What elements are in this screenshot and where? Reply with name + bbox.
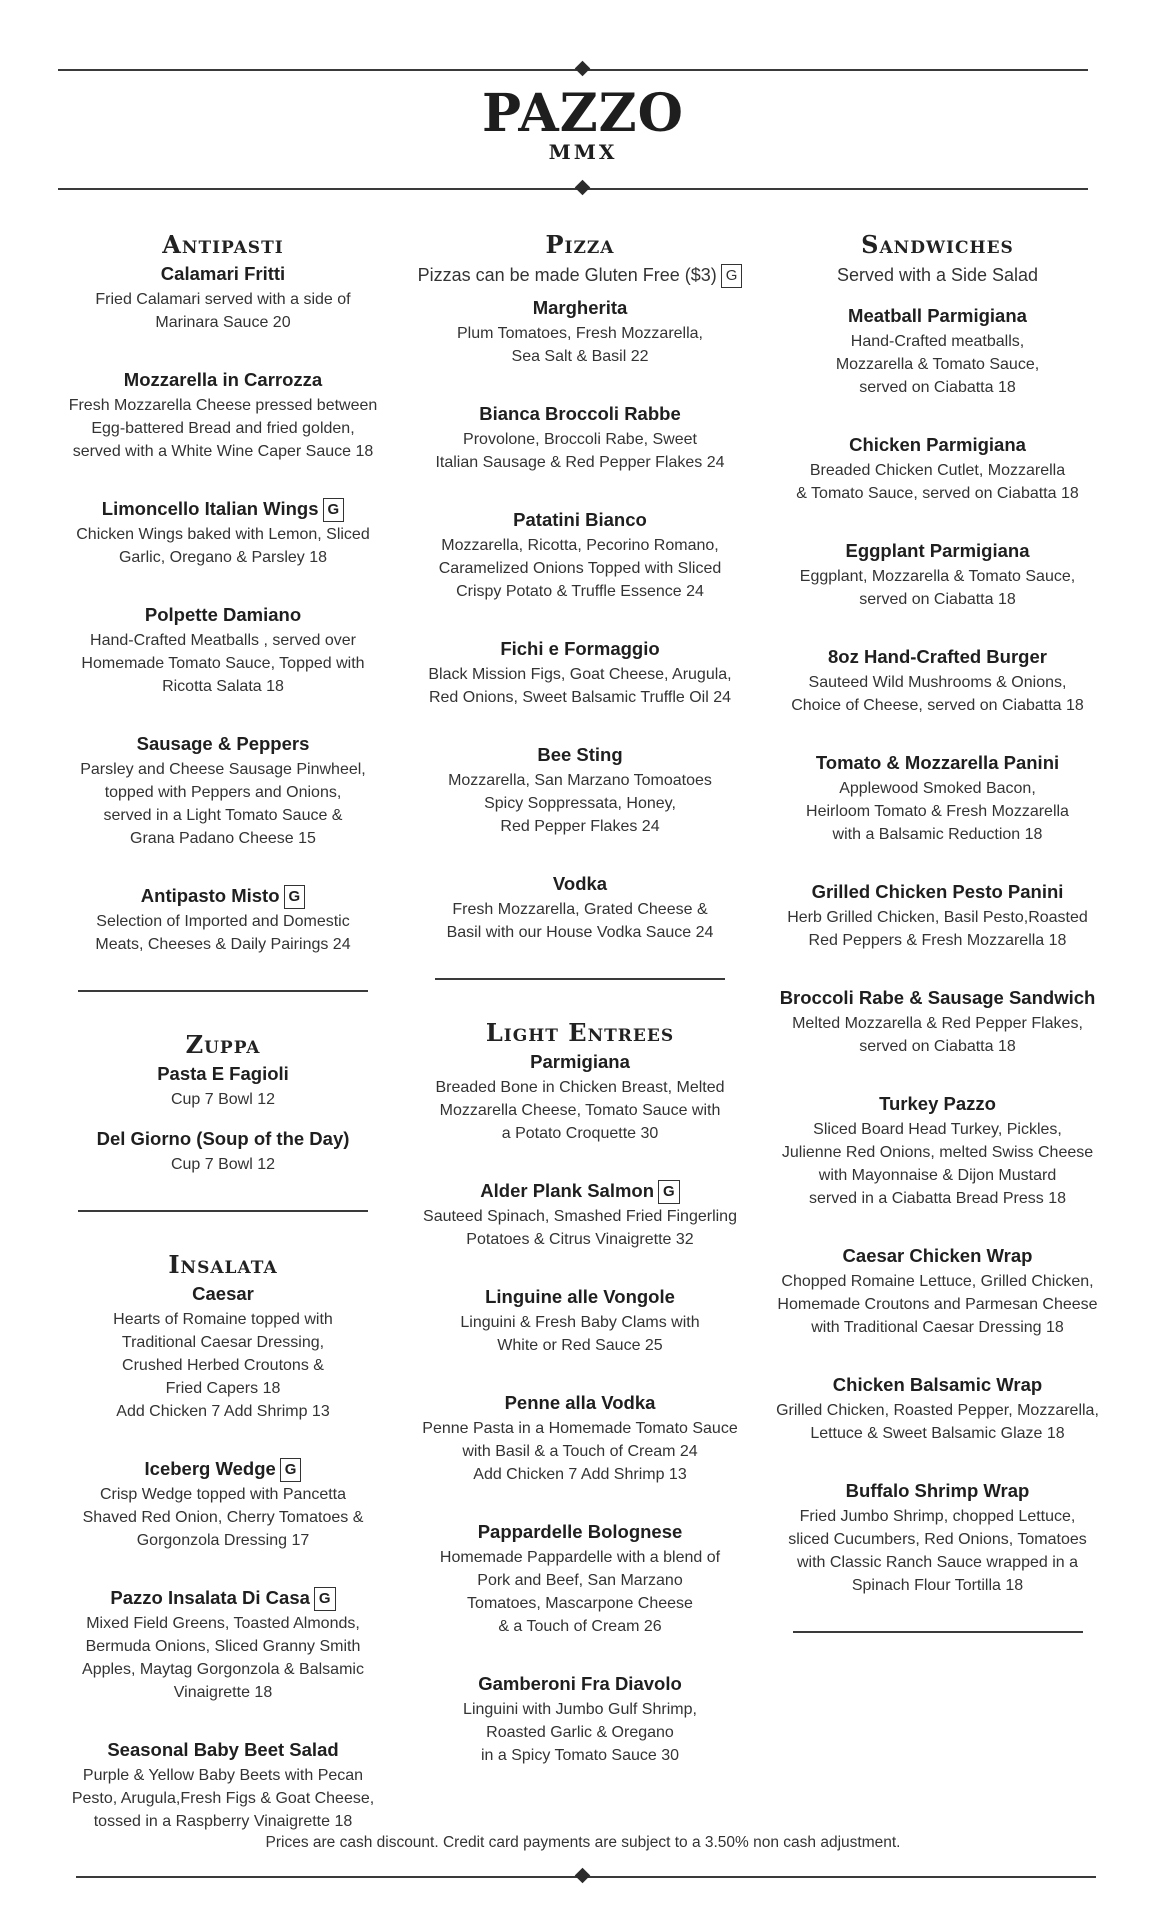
footer-diamond-icon: [575, 1868, 591, 1884]
menu-item: [760, 1242, 1115, 1339]
item-name: Patatini Bianco: [513, 509, 647, 531]
menu-item: [48, 1280, 398, 1423]
side-salad-note: Served with a Side Salad: [836, 265, 1039, 285]
menu-item: [48, 1060, 398, 1111]
item-name: Linguine alle Vongole: [485, 1286, 675, 1308]
item-name: Buffalo Shrimp Wrap: [845, 1480, 1030, 1501]
section-divider: [78, 990, 368, 992]
item-name: Alder Plank Salmon: [480, 1180, 655, 1202]
item-description: Selection of Imported and Domestic Meats, Cheeses & Daily Pairings 24: [95, 913, 351, 953]
header-top-diamond-icon: [575, 61, 591, 77]
item-name: Limoncello Italian Wings: [101, 498, 319, 519]
item-description: Cup 7 Bowl 12: [170, 1091, 276, 1108]
section-divider: [793, 1631, 1083, 1633]
header-bottom-diamond-icon: [575, 180, 591, 196]
menu-item: [48, 1584, 398, 1704]
middle-column: [405, 230, 755, 1767]
menu-item: [760, 431, 1115, 505]
item-description: Purple & Yellow Baby Beets with Pecan Pesto, Arugula,Fresh Figs & Goat Cheese, tossed in a Raspberry Vinaigrette 18: [71, 1767, 375, 1830]
item-name: Seasonal Baby Beet Salad: [107, 1739, 339, 1760]
item-name: Turkey Pazzo: [879, 1093, 996, 1114]
menu-item: [760, 643, 1115, 717]
item-description: Eggplant, Mozzarella & Tomato Sauce, served on Ciabatta 18: [799, 568, 1076, 608]
item-description: Homemade Pappardelle with a blend of Pork and Beef, San Marzano Tomatoes, Mascarpone Cheese & a Touch of Cream 26: [439, 1549, 721, 1636]
item-description: Hand-Crafted meatballs, Mozzarella & Tomato Sauce, served on Ciabatta 18: [835, 333, 1040, 396]
header-top-rule: [58, 69, 1088, 71]
item-name: Caesar: [192, 1283, 254, 1304]
menu-item: [48, 601, 398, 698]
menu-item: [48, 730, 398, 850]
gluten-free-note: Pizzas can be made Gluten Free ($3): [417, 265, 717, 285]
item-name: Vodka: [552, 873, 608, 895]
item-description: Applewood Smoked Bacon, Heirloom Tomato & Fresh Mozzarella with a Balsamic Reduction 18: [806, 780, 1069, 843]
item-description: Penne Pasta in a Homemade Tomato Sauce with Basil & a Touch of Cream 24 Add Chicken 7 Add Shrimp 13: [422, 1420, 738, 1484]
item-name: Meatball Parmigiana: [848, 305, 1027, 326]
item-name: Bee Sting: [537, 744, 623, 766]
item-description: Chopped Romaine Lettuce, Grilled Chicken, Homemade Croutons and Parmesan Cheese with Traditional Caesar Dressing 18: [777, 1273, 1098, 1336]
menu-item: [405, 1670, 755, 1767]
item-name: Margherita: [532, 297, 628, 319]
item-name: Antipasto Misto: [140, 885, 280, 906]
gluten-free-badge: G: [721, 264, 743, 288]
menu-item: [760, 749, 1115, 846]
item-description: Breaded Bone in Chicken Breast, Melted Mozzarella Cheese, Tomato Sauce with a Potato Croquette 30: [435, 1079, 725, 1143]
item-name: Tomato & Mozzarella Panini: [815, 752, 1060, 773]
item-name: Chicken Parmigiana: [849, 434, 1026, 455]
menu-item: [405, 294, 755, 368]
item-name: Grilled Chicken Pesto Panini: [811, 881, 1064, 902]
menu-item: [48, 366, 398, 463]
item-name: Fichi e Formaggio: [500, 638, 660, 660]
item-description: Herb Grilled Chicken, Basil Pesto,Roasted Red Peppers & Fresh Mozzarella 18: [787, 909, 1088, 949]
section-divider: [435, 978, 725, 980]
item-name: Iceberg Wedge: [144, 1458, 276, 1479]
left-column: [48, 230, 398, 1833]
item-description: Hand-Crafted Meatballs , served over Homemade Tomato Sauce, Topped with Ricotta Salata 18: [81, 632, 365, 695]
item-description: Fresh Mozzarella, Grated Cheese & Basil with our House Vodka Sauce 24: [446, 901, 714, 942]
item-name: Pasta E Fagioli: [157, 1063, 289, 1084]
header-bottom-rule: [58, 188, 1088, 190]
item-name: Eggplant Parmigiana: [845, 540, 1030, 561]
item-description: Melted Mozzarella & Red Pepper Flakes, served on Ciabatta 18: [792, 1015, 1083, 1055]
footer-disclaimer: Prices are cash discount. Credit card payments are subject to a 3.50% non cash adjustment.: [265, 1834, 901, 1851]
menu-item: [405, 400, 755, 474]
item-description: Mozzarella, San Marzano Tomoatoes Spicy Soppressata, Honey, Red Pepper Flakes 24: [448, 772, 712, 836]
item-name: Del Giorno (Soup of the Day): [96, 1128, 350, 1149]
item-description: Linguini & Fresh Baby Clams with White or Red Sauce 25: [460, 1314, 700, 1355]
menu-item: [405, 506, 755, 603]
item-name: Polpette Damiano: [144, 604, 302, 625]
item-description: Grilled Chicken, Roasted Pepper, Mozzarella, Lettuce & Sweet Balsamic Glaze 18: [776, 1402, 1099, 1442]
menu-item: [760, 984, 1115, 1058]
item-name: Pazzo Insalata Di Casa: [110, 1587, 310, 1608]
gluten-free-badge: G: [658, 1180, 680, 1204]
item-description: Fresh Mozzarella Cheese pressed between Egg-battered Bread and fried golden, served with a White Wine Caper Sauce 18: [68, 397, 378, 460]
item-description: Crisp Wedge topped with Pancetta Shaved Red Onion, Cherry Tomatoes & Gorgonzola Dressing 17: [82, 1486, 364, 1549]
item-name: Chicken Balsamic Wrap: [832, 1374, 1043, 1395]
gluten-free-badge: G: [284, 885, 306, 909]
item-description: Plum Tomatoes, Fresh Mozzarella, Sea Salt & Basil 22: [456, 325, 703, 366]
section-title-zuppa: Zuppa: [185, 1030, 261, 1059]
section-title-light-entrees: Light Entrees: [485, 1018, 675, 1048]
gluten-free-badge: G: [280, 1458, 302, 1482]
gluten-free-badge: G: [314, 1587, 336, 1611]
item-name: Broccoli Rabe & Sausage Sandwich: [779, 987, 1096, 1008]
item-description: Parsley and Cheese Sausage Pinwheel, topped with Peppers and Onions, served in a Light Tomato Sauce & Grana Padano Cheese 15: [80, 761, 366, 847]
menu-item: [760, 1371, 1115, 1445]
item-description: Breaded Chicken Cutlet, Mozzarella & Tomato Sauce, served on Ciabatta 18: [796, 462, 1079, 502]
menu-item: [760, 302, 1115, 399]
menu-item: [405, 1389, 755, 1486]
gluten-free-badge: G: [323, 498, 345, 522]
item-description: Chicken Wings baked with Lemon, Sliced Garlic, Oregano & Parsley 18: [76, 526, 370, 566]
item-description: Sauteed Wild Mushrooms & Onions, Choice of Cheese, served on Ciabatta 18: [791, 674, 1084, 714]
menu-item: [405, 741, 755, 838]
restaurant-name: PAZZO: [482, 83, 684, 144]
menu-item: [760, 1477, 1115, 1597]
section-title-pizza: Pizza: [545, 230, 615, 259]
item-description: Fried Calamari served with a side of Marinara Sauce 20: [95, 291, 351, 331]
menu-item: [760, 1090, 1115, 1210]
menu-item: [405, 1177, 755, 1251]
item-description: Mixed Field Greens, Toasted Almonds, Bermuda Onions, Sliced Granny Smith Apples, Maytag Gorgonzola & Balsamic Vinaigrette 18: [82, 1615, 364, 1701]
item-name: Mozzarella in Carrozza: [123, 369, 323, 390]
menu-item: [405, 1048, 755, 1145]
item-name: Bianca Broccoli Rabbe: [479, 403, 681, 425]
menu-item: [48, 1125, 398, 1176]
item-description: Cup 7 Bowl 12: [170, 1156, 276, 1173]
item-description: Black Mission Figs, Goat Cheese, Arugula, Red Onions, Sweet Balsamic Truffle Oil 24: [428, 666, 732, 707]
item-name: Parmigiana: [530, 1051, 630, 1073]
restaurant-subtitle: MMX: [548, 140, 618, 164]
menu-item: [48, 882, 398, 956]
item-name: Penne alla Vodka: [504, 1392, 656, 1414]
menu-item: [48, 1736, 398, 1833]
item-description: Mozzarella, Ricotta, Pecorino Romano, Caramelized Onions Topped with Sliced Crispy Potato & Truffle Essence 24: [438, 537, 722, 601]
menu-item: [48, 495, 398, 569]
menu-item: [760, 878, 1115, 952]
item-name: 8oz Hand-Crafted Burger: [828, 646, 1047, 667]
section-title-antipasti: Antipasti: [162, 230, 284, 259]
section-title-insalata: Insalata: [168, 1250, 278, 1279]
item-description: Hearts of Romaine topped with Traditional Caesar Dressing, Crushed Herbed Croutons & Fried Capers 18 Add Chicken 7 Add Shrimp 13: [113, 1311, 333, 1420]
right-column: [760, 230, 1115, 1671]
menu-item: [405, 1518, 755, 1638]
item-name: Gamberoni Fra Diavolo: [478, 1673, 682, 1695]
item-name: Pappardelle Bolognese: [477, 1521, 683, 1543]
item-name: Caesar Chicken Wrap: [842, 1245, 1033, 1266]
item-description: Provolone, Broccoli Rabe, Sweet Italian Sausage & Red Pepper Flakes 24: [435, 431, 725, 472]
item-name: Sausage & Peppers: [136, 733, 310, 754]
section-divider: [78, 1210, 368, 1212]
menu-item: [48, 260, 398, 334]
menu-item: [405, 635, 755, 709]
menu-item: [405, 1283, 755, 1357]
item-description: Linguini with Jumbo Gulf Shrimp, Roasted Garlic & Oregano in a Spicy Tomato Sauce 30: [463, 1701, 697, 1765]
menu-item: [760, 537, 1115, 611]
menu-item: [48, 1455, 398, 1552]
item-description: Fried Jumbo Shrimp, chopped Lettuce, sliced Cucumbers, Red Onions, Tomatoes with Classic Ranch Sauce wrapped in a Spinach Flour Tortilla 18: [788, 1508, 1087, 1594]
item-description: Sliced Board Head Turkey, Pickles, Julienne Red Onions, melted Swiss Cheese with Mayonnaise & Dijon Mustard served in a Ciabatta Bread Press 18: [781, 1121, 1094, 1207]
menu-item: [405, 870, 755, 944]
section-title-sandwiches: Sandwiches: [861, 230, 1014, 259]
item-name: Calamari Fritti: [160, 263, 286, 284]
item-description: Sauteed Spinach, Smashed Fried Fingerling Potatoes & Citrus Vinaigrette 32: [423, 1208, 737, 1249]
